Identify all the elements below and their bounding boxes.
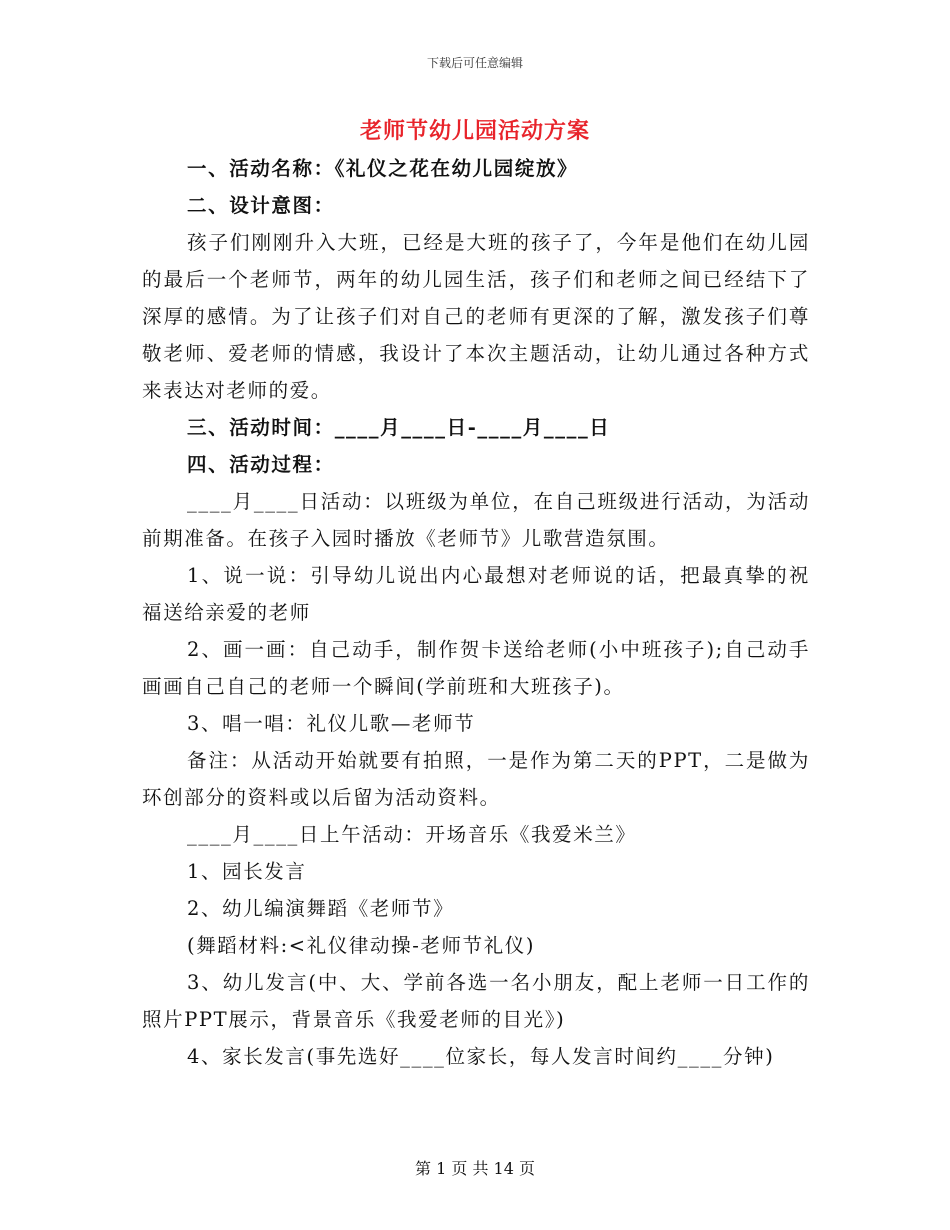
section-activity-name: 一、活动名称：《礼仪之花在幼儿园绽放》 [187,157,579,180]
section-activity-time: 三、活动时间：____月____日-____月____日 [187,416,611,439]
list-item-parent-speech: 4、家长发言(事先选好____位家长，每人发言时间约____分钟) [187,1045,775,1068]
document-title: 老师节幼儿园活动方案 [359,118,590,144]
header-note: 下载后可任意编辑 [426,56,523,70]
list-item-say: 1、说一说：引导幼儿说出内心最想对老师说的话，把最真挚的祝福送给亲爱的老师 [142,564,810,624]
list-item-sing: 3、唱一唱：礼仪儿歌—老师节 [187,712,476,735]
section-design-intent: 二、设计意图： [187,194,335,217]
list-item-dance: 2、幼儿编演舞蹈《老师节》 [187,897,455,920]
paragraph-intent: 孩子们刚刚升入大班，已经是大班的孩子了，今年是他们在幼儿园的最后一个老师节，两年的幼儿园生活，孩子们和老师之间已经结下了深厚的感情。为了让孩子们对自己的老师有更深的了解，激发孩子们尊敬老师、爱老师的情感，我设计了本次主题活动，让幼儿通过各种方式来表达对老师的爱。 [142,231,810,402]
document-body [142,150,810,1075]
list-item-principal-speech: 1、园长发言 [187,860,307,883]
list-item-child-speech: 3、幼儿发言(中、大、学前各选一名小朋友，配上老师一日工作的照片PPT展示，背景音乐《我爱老师的目光》) [142,971,810,1031]
paragraph-morning-activity: ____月____日上午活动：开场音乐《我爱米兰》 [187,823,637,846]
list-item-draw: 2、画一画：自己动手，制作贺卡送给老师(小中班孩子);自己动手画画自己自己的老师一个瞬间(学前班和大班孩子)。 [142,638,810,698]
paragraph-dance-material: (舞蹈材料:<礼仪律动操-老师节礼仪) [187,934,536,957]
page-footer: 第 1 页 共 14 页 [415,1159,535,1178]
paragraph-remark: 备注：从活动开始就要有拍照，一是作为第二天的PPT，二是做为环创部分的资料或以后留为活动资料。 [142,749,810,809]
section-activity-process: 四、活动过程： [187,453,335,476]
paragraph-day-one: ____月____日活动：以班级为单位，在自己班级进行活动，为活动前期准备。在孩子入园时播放《老师节》儿歌营造氛围。 [142,490,810,550]
